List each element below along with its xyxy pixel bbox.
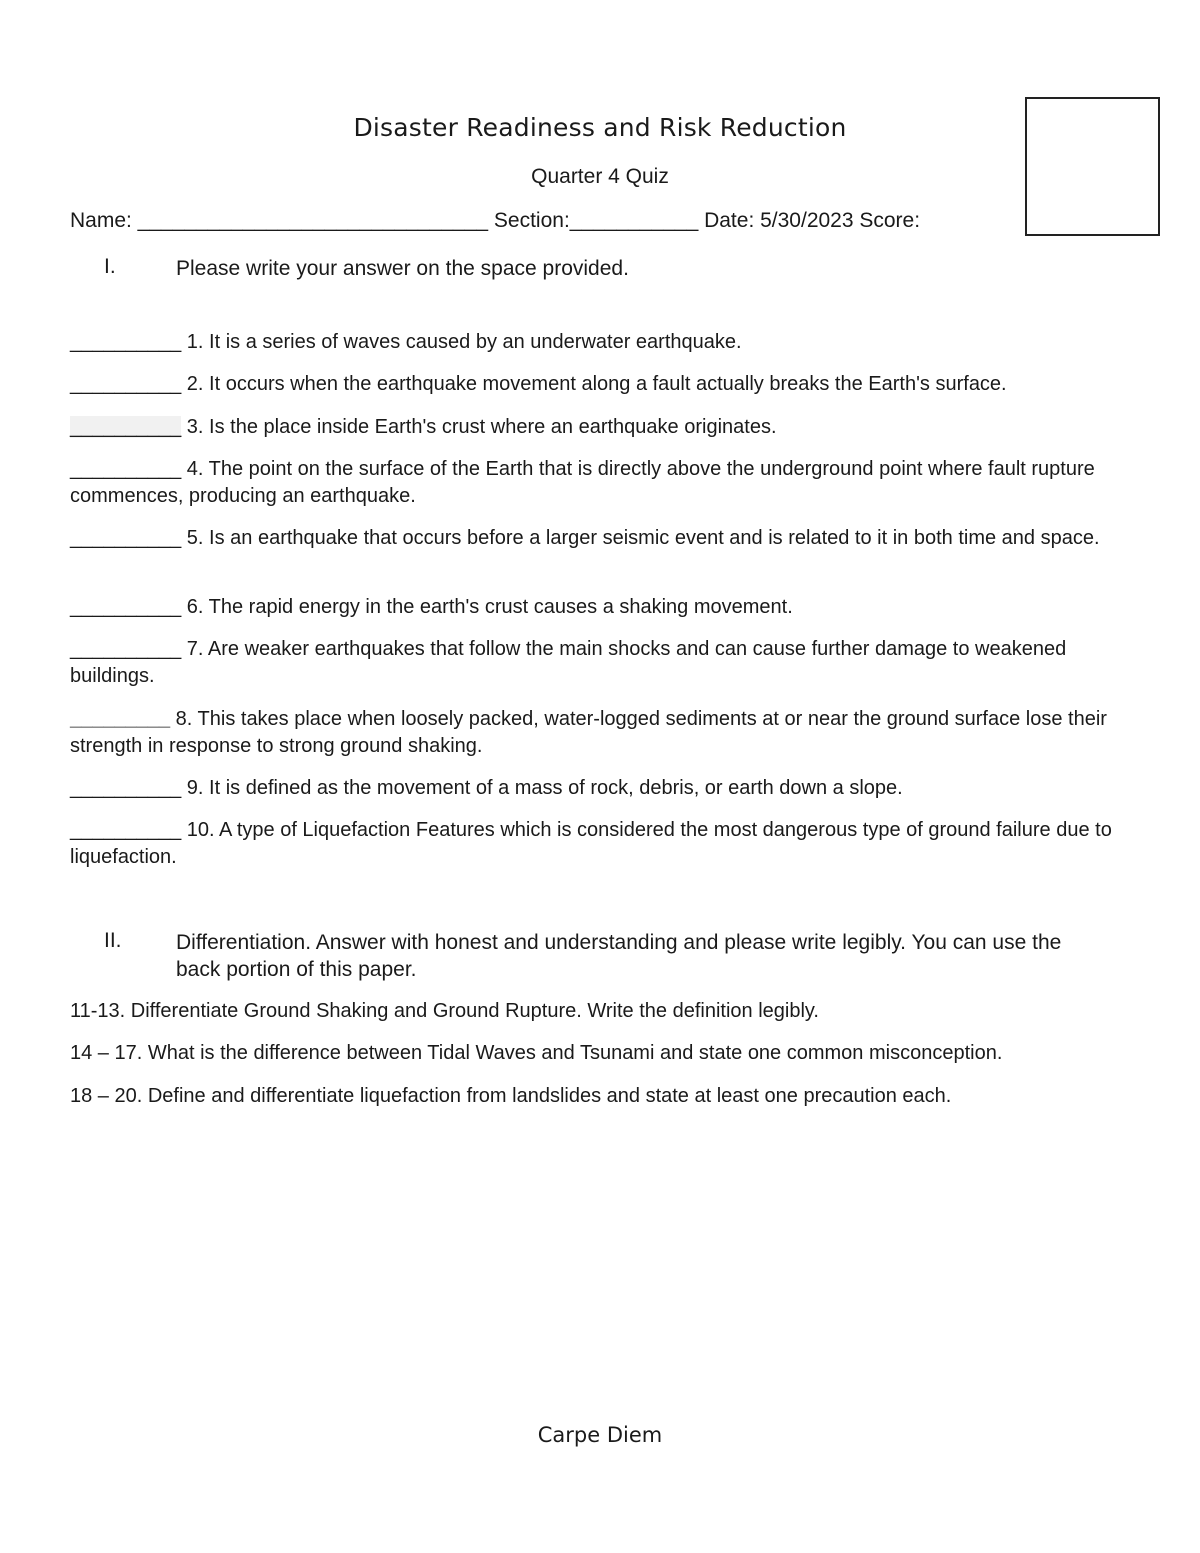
question-3 bbox=[70, 414, 1140, 441]
answer-blank: __________ bbox=[70, 527, 182, 549]
question-text: 4. The point on the surface of the Earth that is directly above the underground point where fault rupture commences, producing an earthquake. bbox=[70, 458, 1095, 507]
answer-blank: __________ bbox=[70, 331, 182, 353]
question-text: 1. It is a series of waves caused by an underwater earthquake. bbox=[181, 331, 742, 353]
question-6 bbox=[70, 594, 1140, 621]
question-text: 5. Is an earthquake that occurs before a larger seismic event and is related to it in both time and space. bbox=[181, 527, 1100, 549]
answer-blank: __________ bbox=[70, 819, 182, 841]
question-text: 8. This takes place when loosely packed, water-logged sediments at or near the ground surface lose their strength in response to strong ground shaking. bbox=[70, 708, 1107, 757]
question-text: 2. It occurs when the earthquake movement along a fault actually breaks the Earth's surface. bbox=[181, 373, 1007, 395]
task-14-17: 14 – 17. What is the difference between Tidal Waves and Tsunami and state one common misconception. bbox=[70, 1042, 1003, 1064]
question-4 bbox=[70, 456, 1140, 510]
question-text: 3. Is the place inside Earth's crust where an earthquake originates. bbox=[181, 416, 777, 438]
part-1-instruction: Please write your answer on the space provided. bbox=[176, 257, 629, 280]
question-text: 10. A type of Liquefaction Features which is considered the most dangerous type of ground failure due to liquefaction. bbox=[70, 819, 1112, 868]
question-text: 6. The rapid energy in the earth's crust causes a shaking movement. bbox=[181, 596, 793, 618]
question-1 bbox=[70, 329, 1140, 356]
answer-blank: __________ bbox=[70, 373, 182, 395]
answer-blank: __________ bbox=[70, 638, 182, 660]
part-1-numeral: I. bbox=[104, 255, 116, 278]
question-8 bbox=[70, 706, 1140, 760]
question-5 bbox=[70, 525, 1140, 552]
answer-blank: __________ bbox=[70, 416, 182, 438]
task-18-20: 18 – 20. Define and differentiate liquefaction from landslides and state at least one precaution each. bbox=[70, 1085, 952, 1107]
document-subtitle: Quarter 4 Quiz bbox=[531, 165, 669, 188]
answer-blank: __________ bbox=[70, 458, 182, 480]
score-box bbox=[1025, 97, 1160, 236]
student-info-line: Name: ______________________________ Section:___________ Date: 5/30/2023 Score: bbox=[70, 209, 921, 232]
question-9 bbox=[70, 775, 1140, 802]
footer-motto: Carpe Diem bbox=[537, 1423, 663, 1447]
answer-blank: __________ bbox=[70, 777, 182, 799]
question-text: 7. Are weaker earthquakes that follow the main shocks and can cause further damage to weakened buildings. bbox=[70, 638, 1067, 687]
answer-blank: __________ bbox=[70, 596, 182, 618]
question-text: 9. It is defined as the movement of a mass of rock, debris, or earth down a slope. bbox=[181, 777, 903, 799]
question-7 bbox=[70, 636, 1140, 690]
task-11-13: 11-13. Differentiate Ground Shaking and Ground Rupture. Write the definition legibly. bbox=[70, 1000, 819, 1022]
answer-blank: _________ bbox=[70, 708, 171, 730]
part-2-numeral: II. bbox=[104, 929, 122, 952]
question-10 bbox=[70, 817, 1140, 871]
question-2 bbox=[70, 371, 1140, 398]
part-2-instruction: Differentiation. Answer with honest and understanding and please write legibly. You can use the back portion of this paper. bbox=[176, 931, 1062, 981]
document-title: Disaster Readiness and Risk Reduction bbox=[353, 113, 847, 142]
